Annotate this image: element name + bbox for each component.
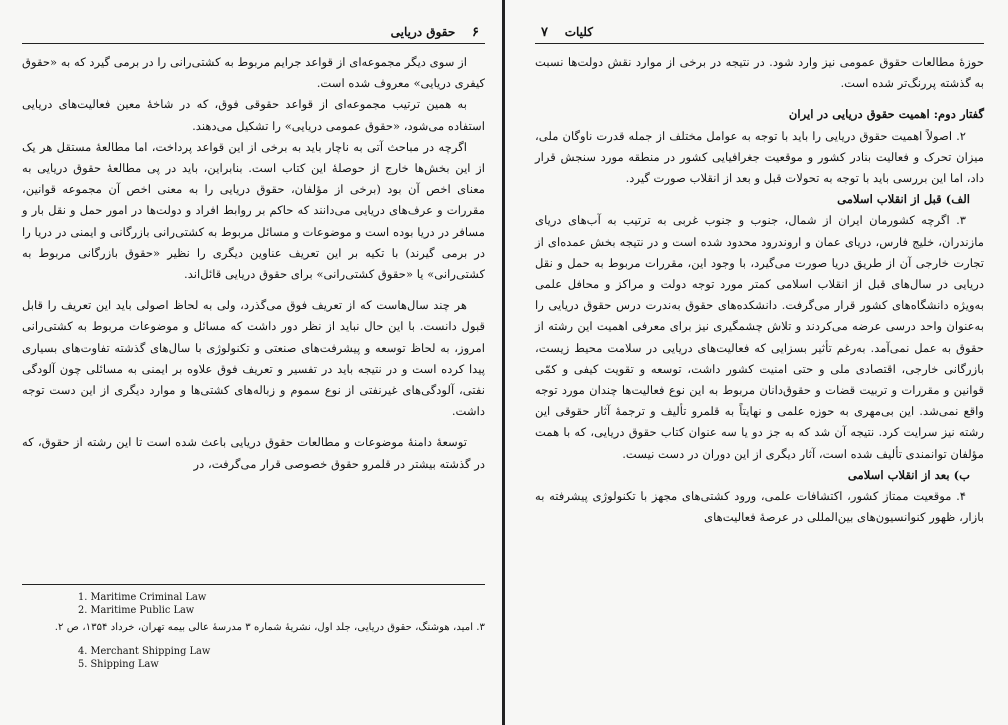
right-page-number: ۷	[541, 25, 548, 40]
left-header-title: حقوق دریایی	[390, 25, 456, 39]
right-page-body	[535, 52, 984, 528]
paragraph: توسعهٔ دامنهٔ موضوعات و مطالعات حقوق دریایی باعث شده است تا این رشته از حقوق، که در گذشته بیشتر در قلمرو حقوق خصوصی قرار می‌گرفت، در	[22, 435, 485, 471]
left-footnotes	[22, 584, 485, 671]
paragraph: به همین ترتیب مجموعه‌ای از قواعد حقوقی فوق، که در شاخهٔ معین فعالیت‌های دریایی استفاده می‌شود، «حقوق عمومی دریایی» را تشکیل می‌دهند.	[22, 97, 485, 133]
paragraph: ۲. اصولاً اهمیت حقوق دریایی را باید با توجه به عوامل مختلف از جمله قدرت ناوگان ملی، میزان تحرک و فعالیت بنادر کشور و موقعیت جغرافیایی کشور در منطقه مورد سنجش قرار داد، اما این بررسی باید با توجه به تحولات قبل و بعد از انقلاب صورت گیرد.	[535, 128, 984, 186]
left-page-body	[22, 52, 485, 475]
section-heading: گفتار دوم: اهمیت حقوق دریایی در ایران	[788, 107, 984, 122]
paragraph: حوزهٔ مطالعات حقوق عمومی نیز وارد شود. در نتیجه در برخی از موارد نقش دولت‌ها نسبت به گذشته پررنگ‌تر شده است.	[535, 55, 984, 91]
footnote: 4. Merchant Shipping Law	[78, 646, 211, 657]
paragraph: ۳. اگرچه کشورمان ایران از شمال، جنوب و جنوب غربی به ترتیب به آب‌های دریای مازندران، خلیج فارس، دریای عمان و اروندرود محدود شده است و در نتیجه بخش عمده‌ای از تجارت خارجی آن از طریق دریا صورت می‌گیرد، با وجود این، مقررات مربوط به حمل و نقل دریایی در سال‌های قبل از انقلاب اسلامی کمتر مورد توجه دولت و مراکز و محافل علمی به‌ویژه دانشگاه‌های کشور قرار می‌گرفت. دانشکده‌های حقوق به‌ندرت درس حقوق دریایی را به‌عنوان واحد درسی عرضه می‌کردند و تلاش چشمگیری نیز برای معرفی اهمیت این رشته از حقوق به عمل نمی‌آمد. به‌رغم تأثیر بسزایی که فعالیت‌های دریایی در سلامت محیط زیست، بازرگانی خارجی، اقتصادی ملی و حتی امنیت کشور داشت، توسعه و تقویت کیفی و کمّی قوانین و مقررات و تربیت قضات و حقوق‌دانان مربوط به این نوع فعالیت‌ها چندان مورد توجه واقع نمی‌شد. این بی‌مهری به حوزه علمی و نهایتاً به قلمرو تألیف و ترجمهٔ آثار حقوقی این رشته نیز سرایت کرد. نتیجه آن شد که به جز دو یا سه عنوان کتاب حقوق دریایی، که با همت مؤلفان توانمندی تألیف شده است، آثار دیگری از این دوران در دست نیست.	[535, 213, 984, 461]
left-page-header	[22, 16, 485, 44]
left-page-number: ۶	[472, 25, 479, 40]
paragraph: ۴. موقعیت ممتاز کشور، اکتشافات علمی، ورود کشتی‌های مجهز با تکنولوژی پیشرفته به بازار، ظهور کنوانسیون‌های بین‌المللی در عرصهٔ فعالیت‌های	[535, 489, 984, 525]
right-header-title: کلیات	[564, 25, 593, 39]
footnote: 2. Maritime Public Law	[78, 605, 195, 616]
paragraph: از سوی دیگر مجموعه‌ای از قواعد جرایم مربوط به کشتی‌رانی را در برمی گیرد که به «حقوق کیفری دریایی» معروف شده است.	[22, 55, 485, 91]
paragraph: هر چند سال‌هاست که از تعریف فوق می‌گذرد، ولی به لحاظ اصولی باید این تعریف را قابل قبول دانست. با این حال نباید از نظر دور داشت که مسائل و موضوعات مربوط به کشتی‌رانی امروز، به لحاظ توسعه و پیشرفت‌های صنعتی و تکنولوژی با سال‌های گذشته تفاوت‌های بسیاری پیدا کرده است و در نتیجه باید در تفسیر و تعریف فوق علاوه بر ایمنی به مسائلی چون آلودگی نفتی، آلودگی‌های غیرنفتی از نوع سموم و زباله‌های کشتی‌ها و موارد دیگری از این دست توجه داشت.	[22, 298, 485, 419]
footnote: 1. Maritime Criminal Law	[78, 592, 207, 603]
right-page	[505, 0, 1008, 725]
left-page	[0, 0, 503, 725]
footnote: 5. Shipping Law	[78, 659, 159, 670]
footnote: ۳. امید، هوشنگ، حقوق دریایی، جلد اول، نشریهٔ شماره ۳ مدرسهٔ عالی بیمه تهران، خرداد ۱۳۵۴، ص ۲.	[54, 622, 485, 633]
subheading: ب) بعد از انقلاب اسلامی	[847, 467, 970, 482]
subheading: الف) قبل از انقلاب اسلامی	[837, 192, 970, 207]
paragraph: اگرچه در مباحث آتی به ناچار باید به برخی از این قواعد پرداخت، اما مطالعهٔ مستقل هر یک از این بخش‌ها خارج از حوصلهٔ این کتاب است. بنابراین، باید در پی مطالعهٔ حقوق دریایی به معنای اخص آن بود (برخی از مؤلفان، حقوق دریایی را به معنی اخص آن مجموعه قوانین، مقررات و عرف‌های دریایی می‌دانند که حاکم بر روابط افراد و دولت‌ها در امور حمل و نقل بار و مسافر در دریا بوده است و موضوعات و مسائل مربوط به کشتی‌رانی بازرگانی و ایمنی در دریا را در برمی گیرند) با تکیه بر این تعریف عناوین دیگری را نظیر «حقوق بازرگانی مربوط به کشتی‌رانی» یا «حقوق کشتی‌رانی» برای حقوق دریایی قائل‌اند.	[22, 139, 485, 282]
right-page-header	[535, 16, 984, 44]
